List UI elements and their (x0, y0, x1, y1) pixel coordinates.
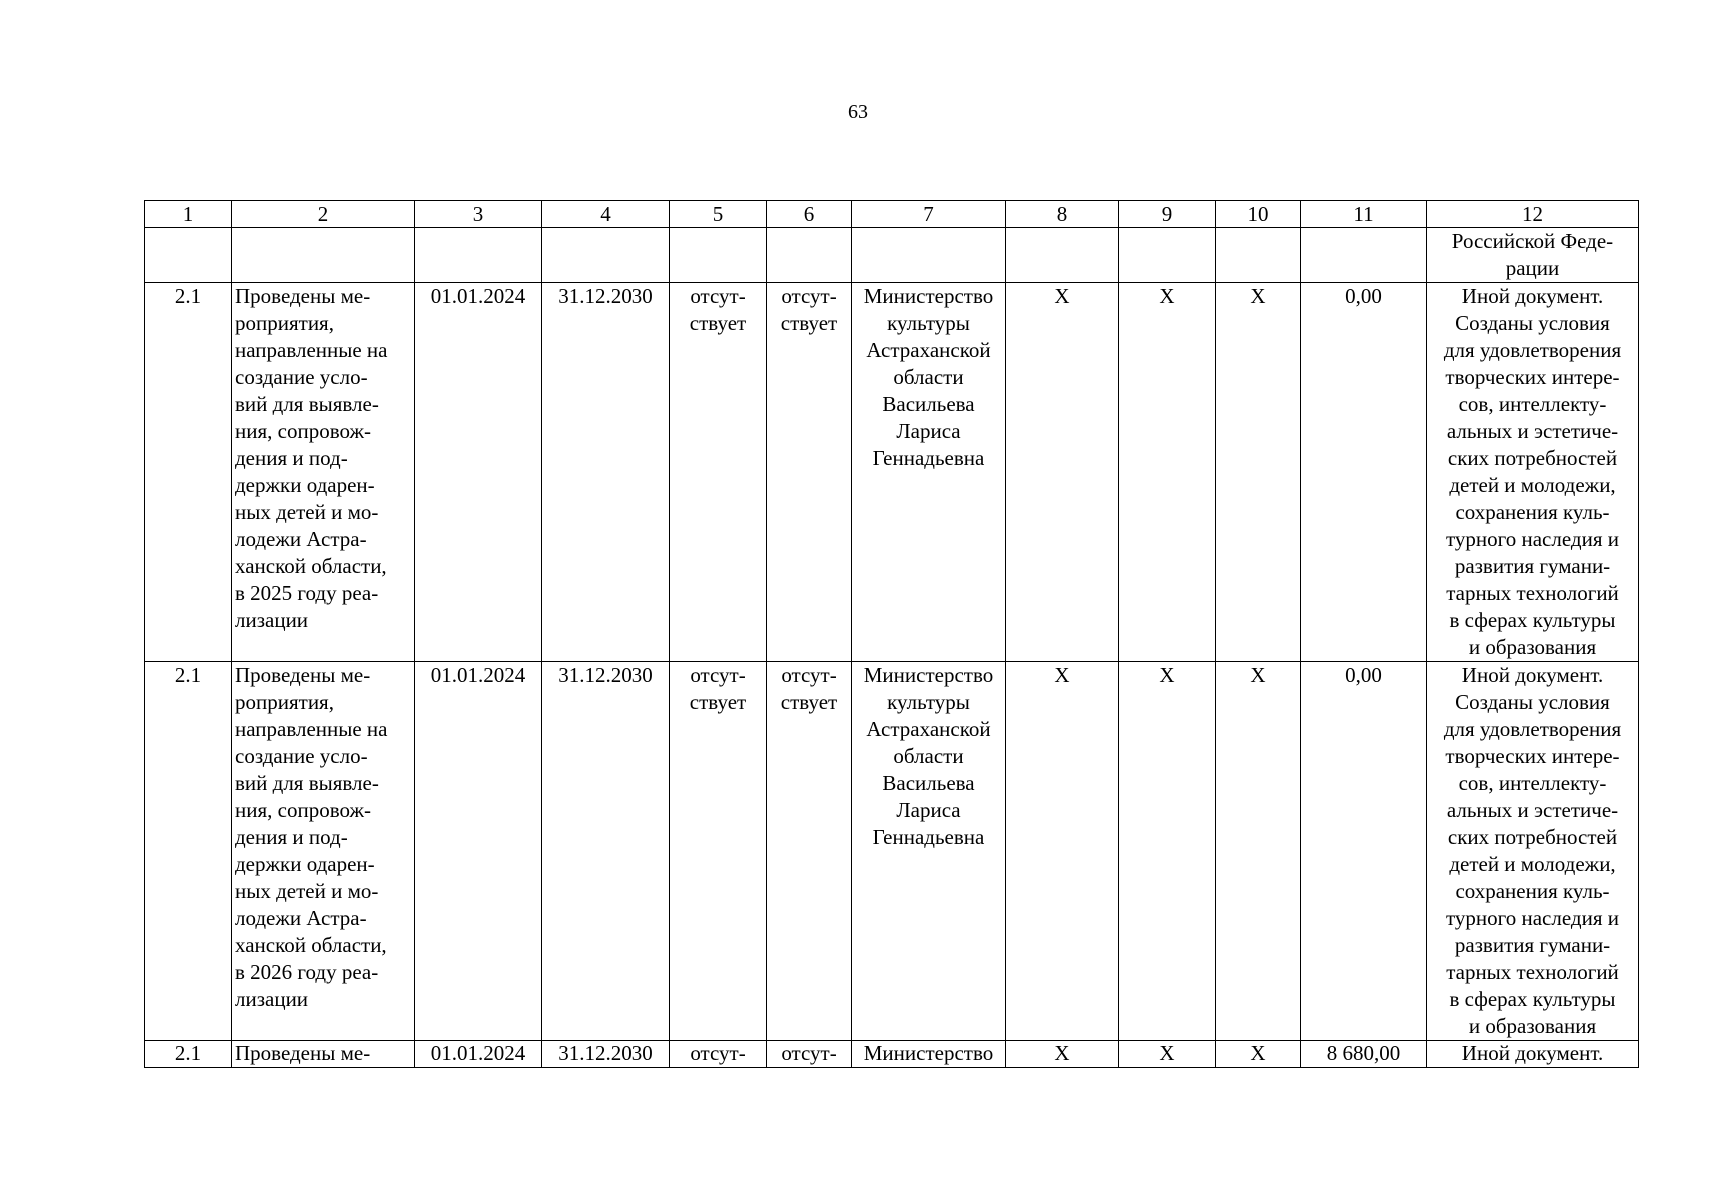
col8-cell: X (1006, 1041, 1119, 1068)
cell-text-line: Лариса (896, 798, 961, 822)
col9-cell: X (1119, 283, 1216, 662)
activity-name-cell (232, 283, 415, 662)
table-cell (1006, 228, 1119, 283)
cell-text-line: лодежи Астра- (235, 527, 367, 551)
cell-text-line: держки одарен- (235, 852, 375, 876)
cell-text-line: Астраханской (866, 717, 991, 741)
cell-text-line: развития гумани- (1454, 554, 1611, 578)
cell-text-line: отсут- (781, 284, 837, 308)
cell-text-line: лодежи Астра- (235, 906, 367, 930)
table-cell (767, 228, 852, 283)
cell-text-line: ских потребностей (1447, 825, 1618, 849)
cell-text-line: вий для выявле- (235, 771, 379, 795)
table-cell (542, 228, 670, 283)
cell-text-line: Российской Феде- (1451, 229, 1614, 253)
cell-text-line: Васильева (882, 392, 975, 416)
cell-text-line: Созданы условия (1455, 690, 1610, 714)
cell-text-line: отсут- (690, 1041, 746, 1065)
header-cell-12: 12 (1427, 201, 1639, 228)
cell-text-line: в 2026 году реа- (235, 960, 379, 984)
cell-text-line: культуры (887, 690, 970, 714)
cell-text-line: направленные на (235, 717, 388, 741)
col10-cell: X (1216, 283, 1301, 662)
cell-text-line: Астраханской (866, 338, 991, 362)
header-cell-6: 6 (767, 201, 852, 228)
cell-text-line: культуры (887, 311, 970, 335)
cell-text-line: сохранения куль- (1455, 500, 1610, 524)
cell-text-line: Геннадьевна (872, 825, 985, 849)
cell-text-line: в 2025 году реа- (235, 581, 379, 605)
col6-cell (767, 1041, 852, 1068)
cell-text-line: дения и под- (235, 825, 348, 849)
result-cell (1427, 283, 1639, 662)
row-number-cell: 2.1 (145, 662, 232, 1041)
cell-text-line: творческих интере- (1445, 744, 1620, 768)
result-cell (1427, 662, 1639, 1041)
cell-text-line: детей и молодежи, (1449, 473, 1616, 497)
cell-text-line: сов, интеллекту- (1458, 392, 1607, 416)
cell-text-line: лизации (235, 608, 309, 632)
cell-text-line: Лариса (896, 419, 961, 443)
cell-text-line: отсут- (690, 284, 746, 308)
cell-text-line: ных детей и мо- (235, 500, 379, 524)
col6-cell (767, 283, 852, 662)
cell-text-line: Иной документ. (1461, 663, 1604, 687)
cell-text-line: отсут- (690, 663, 746, 687)
cell-text-line: ния, сопровож- (235, 419, 371, 443)
cell-text-line: Иной документ. (1461, 284, 1604, 308)
cell-text-line: сов, интеллекту- (1458, 771, 1607, 795)
cell-text-line: и образования (1468, 1014, 1597, 1038)
responsible-cell (852, 283, 1006, 662)
activity-name-cell (232, 1041, 415, 1068)
cell-text-line: Геннадьевна (872, 446, 985, 470)
header-cell-1: 1 (145, 201, 232, 228)
cell-text-line: роприятия, (235, 311, 334, 335)
cell-text-line: Созданы условия (1455, 311, 1610, 335)
cell-text-line: для удовлетворения (1443, 338, 1622, 362)
table-cell (1119, 228, 1216, 283)
cell-text-line: области (893, 365, 964, 389)
responsible-cell (852, 662, 1006, 1041)
cell-text-line: отсут- (781, 1041, 837, 1065)
col8-cell: X (1006, 662, 1119, 1041)
header-cell-9: 9 (1119, 201, 1216, 228)
table-row (145, 283, 1639, 662)
cell-text-line: ханской области, (235, 554, 387, 578)
cell-text-line: и образования (1468, 635, 1597, 659)
header-cell-8: 8 (1006, 201, 1119, 228)
table-cell (852, 228, 1006, 283)
start-date-cell: 01.01.2024 (415, 1041, 542, 1068)
cell-text-line: Министерство (863, 1041, 994, 1065)
cell-text-line: ских потребностей (1447, 446, 1618, 470)
cell-text-line: ствует (689, 690, 747, 714)
cell-text-line: альных и эстетиче- (1446, 798, 1619, 822)
cell-text-line: творческих интере- (1445, 365, 1620, 389)
cell-text-line: ханской области, (235, 933, 387, 957)
cell-text-line: держки одарен- (235, 473, 375, 497)
table-cell (1216, 228, 1301, 283)
cell-text-line: Васильева (882, 771, 975, 795)
cell-text-line: лизации (235, 987, 309, 1011)
cell-text-line: Министерство (863, 663, 994, 687)
result-cell (1427, 228, 1639, 283)
start-date-cell: 01.01.2024 (415, 662, 542, 1041)
table-row (145, 1041, 1639, 1068)
cell-text-line: тарных технологий (1446, 581, 1619, 605)
end-date-cell: 31.12.2030 (542, 1041, 670, 1068)
row-number-cell: 2.1 (145, 283, 232, 662)
cell-text-line: отсут- (781, 663, 837, 687)
cell-text-line: Проведены ме- (235, 284, 371, 308)
cell-text-line: для удовлетворения (1443, 717, 1622, 741)
cell-text-line: турного наследия и (1446, 527, 1619, 551)
cell-text-line: ствует (780, 690, 838, 714)
cell-text-line: вий для выявле- (235, 392, 379, 416)
table-cell (145, 228, 232, 283)
cell-text-line: создание усло- (235, 744, 368, 768)
header-cell-4: 4 (542, 201, 670, 228)
header-cell-11: 11 (1301, 201, 1427, 228)
header-cell-5: 5 (670, 201, 767, 228)
cell-text-line: ствует (689, 311, 747, 335)
cell-text-line: в сферах культуры (1449, 987, 1616, 1011)
cell-text-line: детей и молодежи, (1449, 852, 1616, 876)
col5-cell (670, 662, 767, 1041)
cell-text-line: направленные на (235, 338, 388, 362)
cell-text-line: ных детей и мо- (235, 879, 379, 903)
cell-text-line: создание усло- (235, 365, 368, 389)
col9-cell: X (1119, 662, 1216, 1041)
col6-cell (767, 662, 852, 1041)
table-cell (415, 228, 542, 283)
header-cell-2: 2 (232, 201, 415, 228)
col10-cell: X (1216, 662, 1301, 1041)
col5-cell (670, 1041, 767, 1068)
cell-text-line: области (893, 744, 964, 768)
cell-text-line: ствует (780, 311, 838, 335)
cell-text-line: в сферах культуры (1449, 608, 1616, 632)
result-cell (1427, 1041, 1639, 1068)
table-cell (232, 228, 415, 283)
responsible-cell (852, 1041, 1006, 1068)
header-cell-7: 7 (852, 201, 1006, 228)
start-date-cell: 01.01.2024 (415, 283, 542, 662)
col10-cell: X (1216, 1041, 1301, 1068)
cell-text-line: ния, сопровож- (235, 798, 371, 822)
col5-cell (670, 283, 767, 662)
cell-text-line: сохранения куль- (1455, 879, 1610, 903)
end-date-cell: 31.12.2030 (542, 283, 670, 662)
activities-table (144, 200, 1639, 1068)
amount-cell: 0,00 (1301, 283, 1427, 662)
cell-text-line: дения и под- (235, 446, 348, 470)
cell-text-line: Иной документ. (1461, 1041, 1604, 1065)
header-row (145, 201, 1639, 228)
table-cell (1301, 228, 1427, 283)
cell-text-line: тарных технологий (1446, 960, 1619, 984)
table-cell (670, 228, 767, 283)
col8-cell: X (1006, 283, 1119, 662)
page-number: 63 (848, 101, 868, 123)
activity-name-cell (232, 662, 415, 1041)
header-cell-10: 10 (1216, 201, 1301, 228)
cell-text-line: Проведены ме- (235, 663, 371, 687)
cell-text-line: развития гумани- (1454, 933, 1611, 957)
cell-text-line: роприятия, (235, 690, 334, 714)
cell-text-line: Проведены ме- (235, 1041, 371, 1065)
cell-text-line: рации (1505, 256, 1560, 280)
row-number-cell: 2.1 (145, 1041, 232, 1068)
header-cell-3: 3 (415, 201, 542, 228)
cell-text-line: Министерство (863, 284, 994, 308)
continuation-row (145, 228, 1639, 283)
col9-cell: X (1119, 1041, 1216, 1068)
amount-cell: 0,00 (1301, 662, 1427, 1041)
end-date-cell: 31.12.2030 (542, 662, 670, 1041)
cell-text-line: альных и эстетиче- (1446, 419, 1619, 443)
amount-cell: 8 680,00 (1301, 1041, 1427, 1068)
table-row (145, 662, 1639, 1041)
cell-text-line: турного наследия и (1446, 906, 1619, 930)
